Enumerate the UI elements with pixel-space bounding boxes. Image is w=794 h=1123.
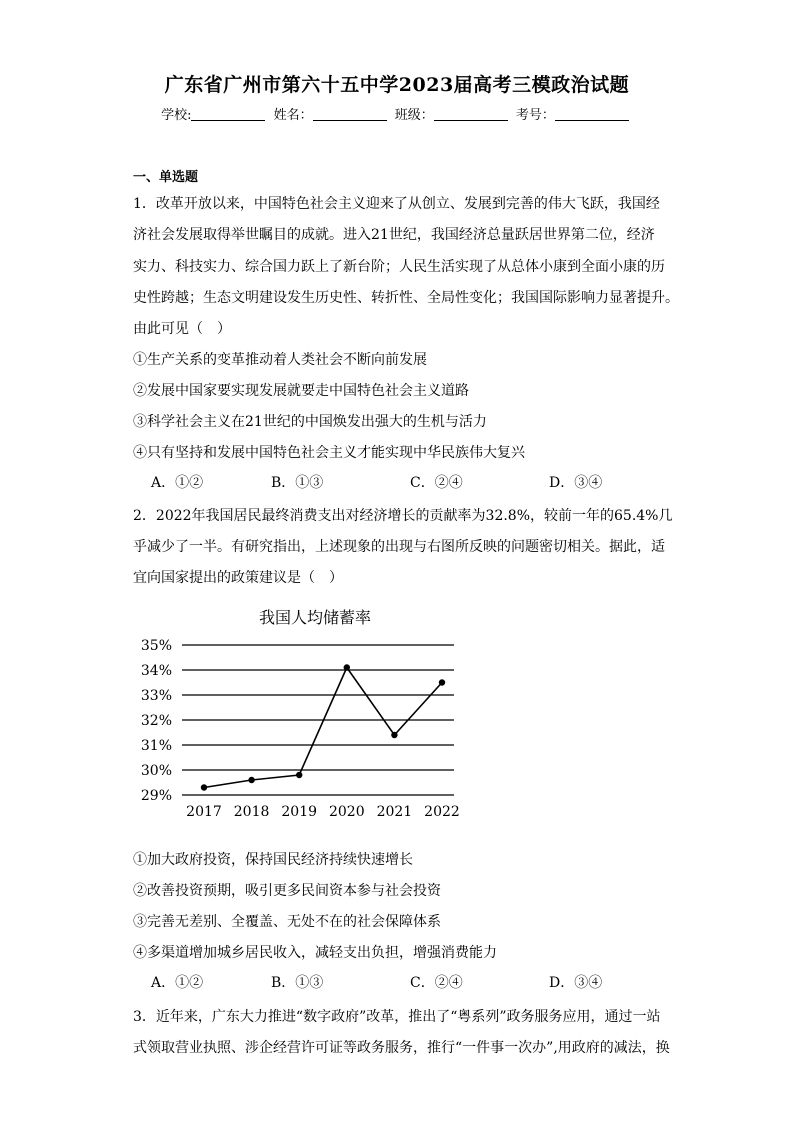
chart-x-axis [186, 804, 460, 820]
class-blank[interactable] [434, 108, 508, 121]
section-heading: 一、单选题 [133, 170, 199, 185]
y-tick-label: 30% [140, 763, 172, 779]
q2-option-b[interactable]: B．①③ [271, 975, 324, 991]
chart-grid [182, 645, 454, 795]
y-tick-label: 35% [140, 638, 172, 654]
x-tick-label: 2021 [376, 804, 413, 820]
class-label: 班级： [394, 108, 434, 123]
school-blank[interactable] [191, 108, 265, 121]
q1-item: ①生产关系的变革推动着人类社会不断向前发展 [133, 352, 427, 368]
q2-item: ①加大政府投资，保持国民经济持续快速增长 [133, 852, 413, 868]
data-point [391, 732, 397, 738]
q1-line: 济社会发展取得举世瞩目的成就。进入21世纪，我国经济总量跃居世界第二位，经济 [133, 227, 655, 243]
q2-option-d[interactable]: D．③④ [549, 975, 603, 991]
q3-line: 式领取营业执照、涉企经营许可证等政务服务，推行“一件事一次办”,用政府的减法，换 [133, 1040, 670, 1056]
q3-line: 3．近年来，广东大力推进“数字政府”改革，推出了“粤系列”政务服务应用，通过一站 [133, 1009, 661, 1025]
data-point [344, 664, 350, 670]
data-point [296, 772, 302, 778]
data-point [439, 679, 445, 685]
exam-no-label: 考号： [515, 108, 555, 123]
y-tick-label: 33% [140, 688, 172, 704]
q1-item: ②发展中国家要实现发展就要走中国特色社会主义道路 [133, 383, 469, 399]
q1-line: 实力、科技实力、综合国力跃上了新台阶；人民生活实现了从总体小康到全面小康的历 [133, 259, 665, 275]
page-title: 广东省广州市第六十五中学2023届高考三模政治试题 [164, 74, 630, 96]
q1-item: ③科学社会主义在21世纪的中国焕发出强大的生机与活力 [133, 414, 487, 430]
chart-points [201, 664, 445, 790]
exam-no-blank[interactable] [555, 108, 629, 121]
q2-option-a[interactable]: A．①② [151, 975, 204, 991]
x-tick-label: 2020 [328, 804, 365, 820]
savings-rate-chart [130, 600, 470, 825]
chart-title: 我国人均储蓄率 [258, 608, 372, 627]
chart-y-axis [141, 638, 172, 804]
q1-line: 史性跨越；生态文明建设发生历史性、转折性、全局性变化；我国国际影响力显著提升。 [133, 290, 679, 306]
q2-item: ③完善无差别、全覆盖、无处不在的社会保障体系 [133, 914, 441, 930]
student-info-row [0, 104, 794, 123]
x-tick-label: 2018 [233, 804, 270, 820]
q1-line: 1．改革开放以来，中国特色社会主义迎来了从创立、发展到完善的伟大飞跃，我国经 [133, 196, 660, 212]
q1-item: ④只有坚持和发展中国特色社会主义才能实现中华民族伟大复兴 [133, 445, 525, 461]
q1-option-b[interactable]: B．①③ [271, 475, 324, 491]
q2-option-c[interactable]: C．②④ [410, 975, 463, 991]
x-tick-label: 2022 [424, 804, 460, 820]
school-label: 学校: [161, 108, 192, 123]
q1-option-c[interactable]: C．②④ [410, 475, 463, 491]
q2-line: 乎减少了一半。有研究指出，上述现象的出现与右图所反映的问题密切相关。据此，适 [133, 539, 665, 555]
q2-item: ④多渠道增加城乡居民收入，减轻支出负担，增强消费能力 [133, 945, 497, 961]
y-tick-label: 29% [140, 788, 172, 804]
name-blank[interactable] [313, 108, 387, 121]
q2-line: 宜向国家提出的政策建议是（ ） [133, 570, 343, 586]
q1-option-d[interactable]: D．③④ [549, 475, 603, 491]
data-point [248, 777, 254, 783]
y-tick-label: 31% [140, 738, 172, 754]
q1-line: 由此可见（ ） [133, 321, 231, 337]
q2-item: ②改善投资预期，吸引更多民间资本参与社会投资 [133, 883, 441, 899]
y-tick-label: 32% [140, 713, 172, 729]
name-label: 姓名： [273, 108, 313, 123]
data-point [201, 784, 207, 790]
x-tick-label: 2017 [186, 804, 222, 820]
x-tick-label: 2019 [281, 804, 318, 820]
q1-option-a[interactable]: A．①② [151, 475, 204, 491]
y-tick-label: 34% [140, 663, 172, 679]
q2-line: 2．2022年我国居民最终消费支出对经济增长的贡献率为32.8%，较前一年的65.4%几 [133, 508, 673, 524]
